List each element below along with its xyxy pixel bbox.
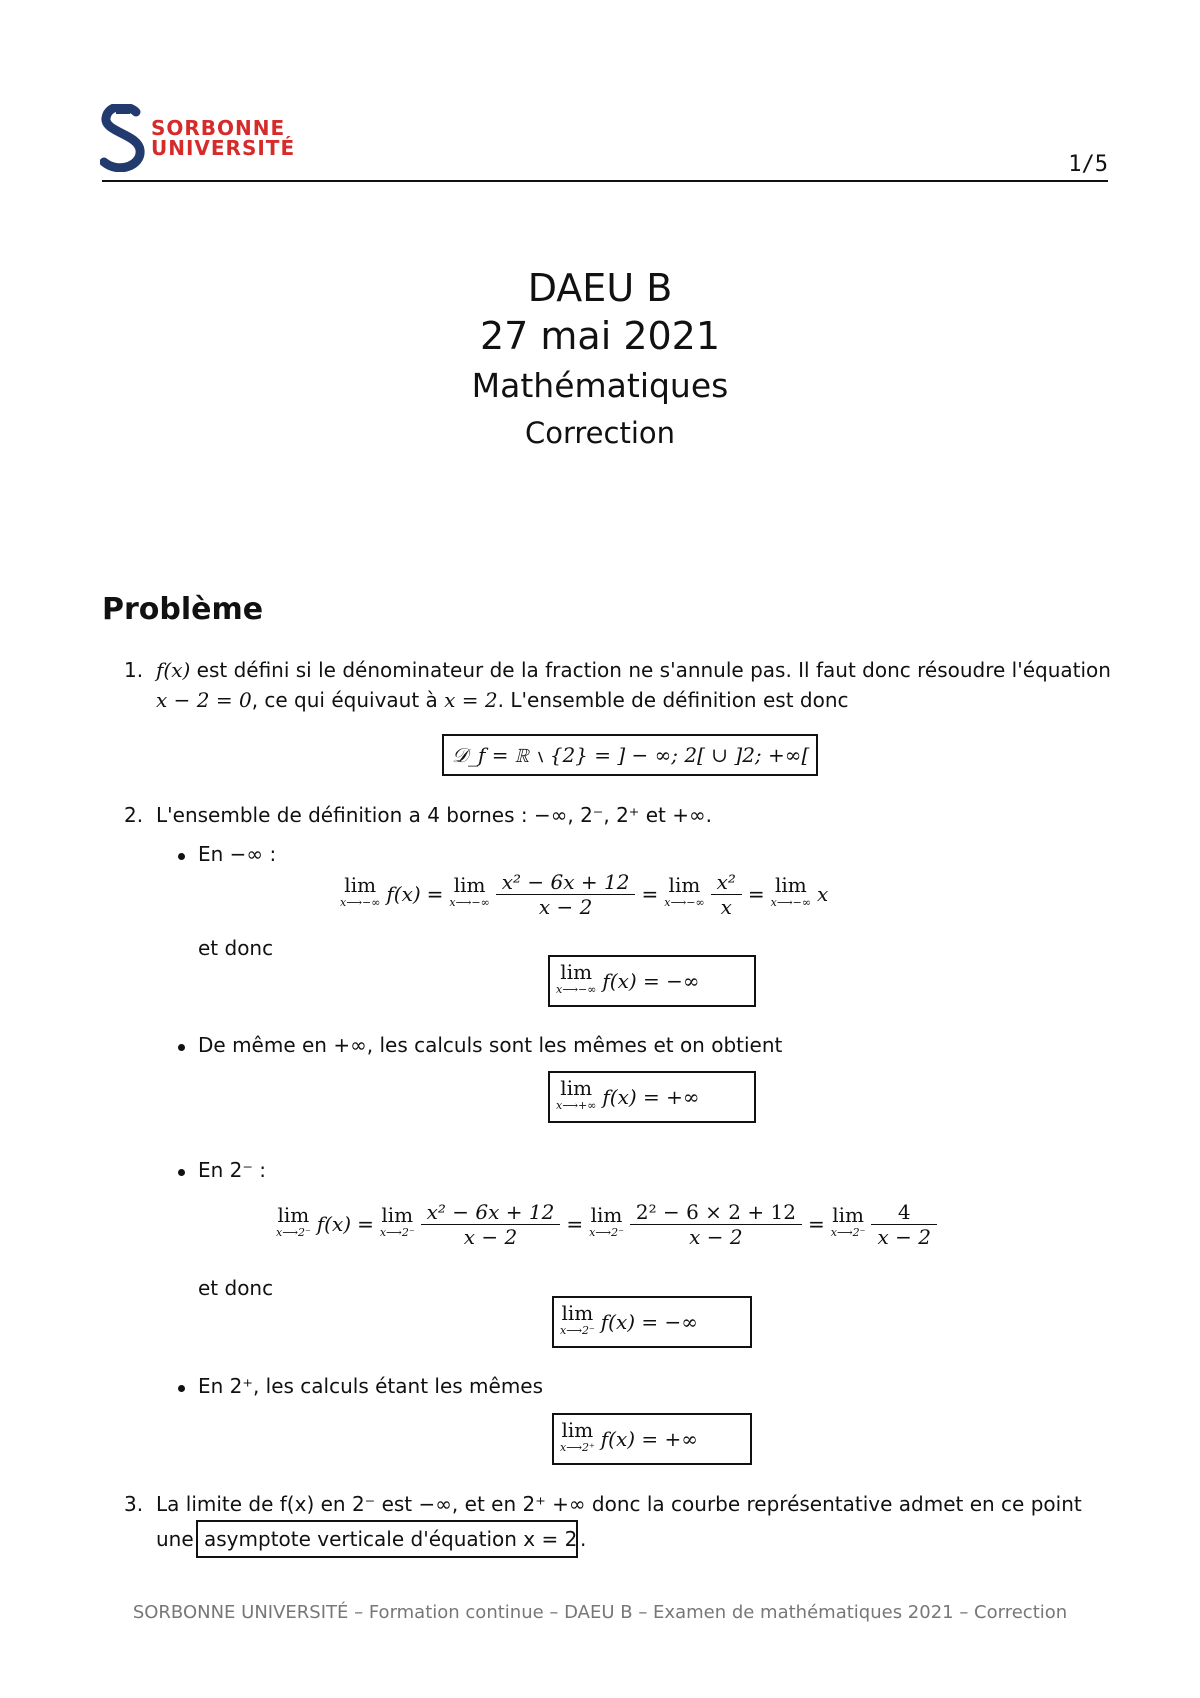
b1-frac-2: $\frac{\text{x²}}{x}$ <box>711 870 742 919</box>
b1-eq-1: = <box>426 882 444 906</box>
b1-lim-2: lim x⟶−∞ <box>449 873 490 909</box>
footer: SORBONNE UNIVERSITÉ – Formation continue – DAEU B – Examen de mathématiques 2021 – Correction <box>132 1602 1068 1623</box>
q2-number: 2. <box>124 803 144 827</box>
q1-number: 1. <box>124 658 144 682</box>
b1-equation <box>340 866 828 922</box>
b1-eq-2: = <box>641 882 659 906</box>
section-title: Problème <box>102 592 264 627</box>
title-date: 27 mai 2021 <box>479 314 721 358</box>
q1-text-a: est défini si le dénominateur de la fraction ne s'annule pas. Il faut donc résoudre l'équation <box>190 658 1111 682</box>
bullet-3 <box>178 1169 185 1176</box>
b1-et-donc: et donc <box>198 936 274 960</box>
b4-result: lim x⟶2⁺ f(x) = +∞ <box>560 1418 698 1454</box>
q1-line2 <box>156 686 849 714</box>
q1-mid: , ce qui équivaut à <box>251 688 445 712</box>
b1-lim-3: lim x⟶−∞ <box>664 873 705 909</box>
q1-fx: f(x) <box>156 658 191 682</box>
b3-et-donc: et donc <box>198 1276 274 1300</box>
title-subject: Mathématiques <box>471 366 729 405</box>
title-line-1: DAEU B <box>527 266 673 310</box>
b1-fx: f(x) <box>386 882 421 906</box>
q1-eq2: x = 2 <box>444 688 498 712</box>
page-number: 1/5 <box>1068 152 1108 177</box>
title-correction: Correction <box>524 416 676 450</box>
b1-result: lim x⟶−∞ f(x) = −∞ <box>556 960 700 996</box>
b1-label: En −∞ : <box>198 842 277 866</box>
q3-prefix: une <box>156 1527 194 1551</box>
q3-suffix: . <box>580 1527 587 1551</box>
b1-eq-3: = <box>747 882 765 906</box>
logo-text-line2: UNIVERSITÉ <box>151 136 296 160</box>
b2-result: lim x⟶+∞ f(x) = +∞ <box>556 1076 700 1112</box>
b3-result: lim x⟶2⁻ f(x) = −∞ <box>560 1301 698 1337</box>
b4-label: En 2⁺, les calculs étant les mêmes <box>198 1374 544 1398</box>
logo-text-line1: SORBONNE <box>151 116 286 140</box>
bullet-1 <box>178 853 185 860</box>
b2-label: De même en +∞, les calculs sont les mêmes et on obtient <box>198 1033 783 1057</box>
q2-intro: L'ensemble de définition a 4 bornes : −∞, 2⁻, 2⁺ et +∞. <box>156 803 712 827</box>
q3-line1: La limite de f(x) en 2⁻ est −∞, et en 2⁺ +∞ donc la courbe représentative admet en ce point <box>156 1492 1082 1516</box>
b1-lim-1: lim x⟶−∞ <box>340 873 381 909</box>
b3-equation: lim x⟶2⁻ f(x) = lim x⟶2⁻ $\frac{\text{x² − 6x + 12}}{x - 2}$ = lim x⟶2⁻ $\frac{\text{2² − 6 × 2 + 12}}{x - 2}$ = lim x⟶2⁻ $\frac{4}{x - 2}$ <box>276 1196 937 1252</box>
q1-end: . L'ensemble de définition est donc <box>497 688 849 712</box>
bullet-2 <box>178 1044 185 1051</box>
q3-boxed-text: asymptote verticale d'équation x = 2 <box>204 1527 578 1551</box>
q1-line1 <box>156 656 1111 684</box>
b1-x: x <box>817 882 829 906</box>
header-rule <box>102 180 1108 182</box>
b3-label: En 2⁻ : <box>198 1158 267 1182</box>
bullet-4 <box>178 1385 185 1392</box>
q3-number: 3. <box>124 1492 144 1516</box>
sorbonne-logo-icon <box>100 104 146 172</box>
b1-frac-1: $\frac{\text{x² − 6x + 12}}{x - 2}$ <box>496 870 636 919</box>
b1-lim-4: lim x⟶−∞ <box>770 873 812 909</box>
q1-eq1: x − 2 = 0 <box>156 688 252 712</box>
q1-domain: 𝒟_f = ℝ ∖ {2} = ] − ∞; 2[ ∪ ]2; +∞[ <box>452 743 810 767</box>
